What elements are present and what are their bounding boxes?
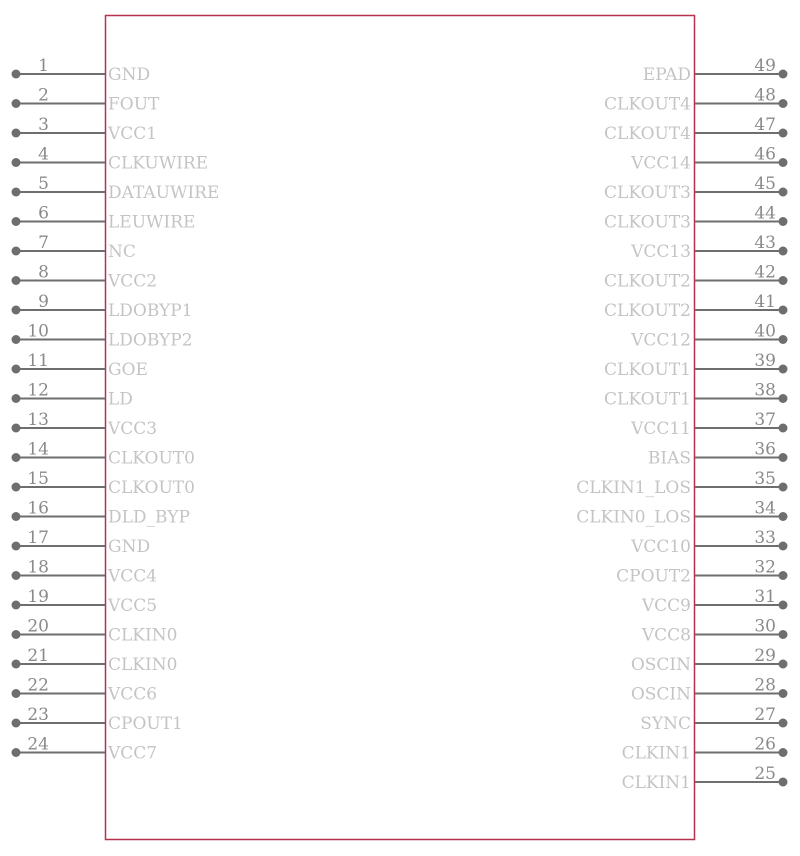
pin-number: 47 <box>754 115 776 135</box>
pin-19 <box>12 587 158 616</box>
pin-27 <box>640 705 787 734</box>
pin-32 <box>616 558 787 587</box>
pin-name: VCC14 <box>631 153 691 174</box>
pin-6 <box>12 204 196 233</box>
pin-name: CLKIN1 <box>621 773 691 793</box>
pin-number: 15 <box>27 469 49 489</box>
pin-20 <box>12 617 178 646</box>
pin-49 <box>643 56 788 85</box>
pin-name: CLKIN0 <box>108 655 178 675</box>
pin-name: CLKOUT3 <box>604 183 691 203</box>
pin-number: 33 <box>754 528 776 548</box>
pin-name: LEUWIRE <box>108 212 196 233</box>
pin-18 <box>12 558 158 587</box>
pin-name: SYNC <box>640 714 691 734</box>
pin-name: OSCIN <box>630 684 691 705</box>
pin-endpoint-dot <box>12 719 21 728</box>
pin-endpoint-dot <box>779 483 788 492</box>
pin-endpoint-dot <box>779 453 788 462</box>
pin-number: 1 <box>38 56 49 76</box>
pin-name: VCC13 <box>631 242 691 262</box>
pin-9 <box>12 292 193 321</box>
pin-42 <box>604 263 787 292</box>
pin-name: VCC10 <box>631 537 691 557</box>
pin-name: CLKIN1 <box>621 743 691 764</box>
pin-48 <box>604 86 787 115</box>
pin-number: 37 <box>754 410 776 430</box>
pin-24 <box>12 735 158 764</box>
pin-number: 12 <box>27 380 49 401</box>
pin-10 <box>12 322 193 351</box>
pin-name: VCC1 <box>108 124 158 144</box>
pin-5 <box>12 174 220 203</box>
pin-number: 42 <box>754 262 776 283</box>
pin-name: VCC5 <box>108 596 158 616</box>
pin-endpoint-dot <box>12 512 21 521</box>
right-pin-group <box>576 56 787 793</box>
pin-number: 43 <box>754 233 776 253</box>
pin-number: 34 <box>754 498 776 519</box>
pin-1 <box>12 56 151 85</box>
pin-name: CLKUWIRE <box>108 153 209 174</box>
pin-26 <box>622 735 788 764</box>
pin-35 <box>576 469 787 498</box>
pin-number: 19 <box>27 587 49 607</box>
pin-number: 3 <box>38 115 49 135</box>
pin-name: CLKOUT1 <box>604 360 691 380</box>
pin-endpoint-dot <box>12 483 21 492</box>
pin-endpoint-dot <box>779 365 788 374</box>
pin-name: DLD_BYP <box>108 507 190 528</box>
pin-7 <box>12 233 136 262</box>
pin-14 <box>12 440 195 469</box>
pin-name: CLKOUT2 <box>604 301 691 321</box>
pin-number: 17 <box>27 528 49 548</box>
pin-endpoint-dot <box>12 158 21 167</box>
pin-8 <box>12 263 158 292</box>
pin-endpoint-dot <box>12 689 21 698</box>
pin-15 <box>12 469 195 498</box>
pin-name: VCC3 <box>108 419 158 439</box>
pin-endpoint-dot <box>779 158 788 167</box>
pin-endpoint-dot <box>12 365 21 374</box>
pin-name: CLKOUT2 <box>604 271 691 292</box>
pin-endpoint-dot <box>779 601 788 610</box>
pin-38 <box>604 381 787 410</box>
pin-number: 24 <box>27 734 49 755</box>
pin-name: GOE <box>108 360 148 380</box>
pin-name: VCC4 <box>108 566 158 587</box>
pin-43 <box>630 233 787 262</box>
pin-45 <box>604 174 787 203</box>
pin-number: 11 <box>27 351 49 371</box>
pin-name: LDOBYP1 <box>108 301 193 321</box>
pin-endpoint-dot <box>779 424 788 433</box>
pin-name: GND <box>108 65 151 85</box>
pin-endpoint-dot <box>779 778 788 787</box>
pin-number: 27 <box>754 705 776 725</box>
pin-36 <box>648 440 788 469</box>
pin-4 <box>12 145 209 174</box>
pin-endpoint-dot <box>779 99 788 108</box>
pin-endpoint-dot <box>12 630 21 639</box>
pin-number: 36 <box>754 439 776 460</box>
pin-25 <box>622 764 788 793</box>
pin-name: NC <box>108 242 136 262</box>
pin-name: VCC7 <box>108 743 158 764</box>
pin-name: VCC11 <box>631 419 691 439</box>
pin-23 <box>12 705 183 734</box>
pin-16 <box>12 499 190 528</box>
pin-number: 16 <box>27 498 49 519</box>
pin-name: LDOBYP2 <box>108 330 193 351</box>
pin-endpoint-dot <box>12 660 21 669</box>
pin-name: FOUT <box>108 94 160 115</box>
pin-28 <box>631 676 788 705</box>
pin-number: 28 <box>754 675 776 696</box>
pin-number: 21 <box>27 646 49 666</box>
pin-name: CPOUT2 <box>616 566 691 587</box>
pin-name: CLKOUT0 <box>108 478 195 498</box>
pin-33 <box>630 528 787 557</box>
pin-name: GND <box>108 537 151 557</box>
pin-number: 41 <box>754 292 776 312</box>
pin-number: 6 <box>38 203 49 224</box>
pin-endpoint-dot <box>12 335 21 344</box>
pin-number: 9 <box>38 292 49 312</box>
pin-2 <box>12 86 161 115</box>
pin-endpoint-dot <box>12 542 21 551</box>
pin-name: VCC6 <box>108 684 158 705</box>
pin-endpoint-dot <box>779 630 788 639</box>
pin-30 <box>641 617 788 646</box>
pin-number: 49 <box>754 56 776 76</box>
pin-endpoint-dot <box>779 335 788 344</box>
pin-endpoint-dot <box>12 129 21 138</box>
pin-46 <box>630 145 787 174</box>
pin-endpoint-dot <box>779 306 788 315</box>
pin-13 <box>12 410 158 439</box>
pin-number: 40 <box>754 321 776 342</box>
pin-endpoint-dot <box>12 70 21 79</box>
pin-number: 44 <box>754 203 776 224</box>
pin-name: BIAS <box>647 448 691 469</box>
pin-endpoint-dot <box>12 306 21 315</box>
pin-number: 2 <box>38 85 49 106</box>
pin-endpoint-dot <box>779 70 788 79</box>
pin-name: OSCIN <box>630 655 691 675</box>
pin-name: VCC12 <box>631 330 691 351</box>
pin-number: 26 <box>754 734 776 755</box>
pin-name: CLKIN1_LOS <box>576 478 691 498</box>
pin-name: CLKOUT4 <box>604 124 691 144</box>
pin-number: 4 <box>38 144 49 165</box>
pin-endpoint-dot <box>12 571 21 580</box>
pin-endpoint-dot <box>12 247 21 256</box>
pin-number: 10 <box>27 321 49 342</box>
pin-number: 22 <box>27 675 49 696</box>
pin-endpoint-dot <box>779 276 788 285</box>
pin-endpoint-dot <box>12 217 21 226</box>
pin-endpoint-dot <box>12 188 21 197</box>
pin-34 <box>576 499 787 528</box>
pin-29 <box>631 646 788 675</box>
pin-12 <box>12 381 133 410</box>
pin-22 <box>12 676 158 705</box>
pin-endpoint-dot <box>12 99 21 108</box>
pin-name: CLKIN0_LOS <box>576 507 691 528</box>
pin-endpoint-dot <box>779 542 788 551</box>
pin-endpoint-dot <box>779 217 788 226</box>
pin-name: CLKOUT1 <box>604 389 691 410</box>
pin-endpoint-dot <box>779 719 788 728</box>
pin-endpoint-dot <box>779 188 788 197</box>
pin-name: CLKOUT4 <box>604 94 691 115</box>
pin-endpoint-dot <box>779 247 788 256</box>
pin-name: LD <box>108 389 133 410</box>
pin-number: 23 <box>27 705 49 725</box>
pin-17 <box>12 528 151 557</box>
pin-endpoint-dot <box>779 748 788 757</box>
pin-number: 18 <box>27 557 49 578</box>
pin-number: 32 <box>754 557 776 578</box>
pin-3 <box>12 115 158 144</box>
pin-number: 14 <box>27 439 49 460</box>
pin-number: 48 <box>754 85 776 106</box>
pin-endpoint-dot <box>12 424 21 433</box>
pin-name: CPOUT1 <box>108 714 183 734</box>
pin-number: 25 <box>754 764 776 784</box>
pin-endpoint-dot <box>779 660 788 669</box>
pin-number: 45 <box>754 174 776 194</box>
pin-endpoint-dot <box>779 689 788 698</box>
pin-21 <box>12 646 178 675</box>
pin-endpoint-dot <box>12 601 21 610</box>
pin-name: VCC9 <box>641 596 691 616</box>
pin-endpoint-dot <box>779 129 788 138</box>
pin-number: 7 <box>38 233 49 253</box>
pin-endpoint-dot <box>779 512 788 521</box>
pin-47 <box>604 115 787 144</box>
pin-endpoint-dot <box>12 453 21 462</box>
pin-number: 46 <box>754 144 776 165</box>
pin-number: 29 <box>754 646 776 666</box>
pin-number: 35 <box>754 469 776 489</box>
pin-number: 31 <box>754 587 776 607</box>
pin-name: VCC8 <box>641 625 691 646</box>
pin-name: DATAUWIRE <box>108 183 220 203</box>
pin-44 <box>604 204 787 233</box>
pin-endpoint-dot <box>12 276 21 285</box>
pin-39 <box>604 351 787 380</box>
pin-number: 8 <box>38 262 49 283</box>
pin-number: 39 <box>754 351 776 371</box>
pin-name: VCC2 <box>108 271 158 292</box>
pin-endpoint-dot <box>779 571 788 580</box>
pin-endpoint-dot <box>779 394 788 403</box>
pin-37 <box>630 410 787 439</box>
pin-number: 38 <box>754 380 776 401</box>
pin-number: 5 <box>38 174 49 194</box>
left-pin-group <box>12 56 220 764</box>
pin-41 <box>604 292 787 321</box>
pin-name: EPAD <box>642 65 691 85</box>
pin-number: 20 <box>27 616 49 637</box>
pin-endpoint-dot <box>12 394 21 403</box>
pin-number: 30 <box>754 616 776 637</box>
pin-endpoint-dot <box>12 748 21 757</box>
pin-name: CLKOUT3 <box>604 212 691 233</box>
pin-31 <box>641 587 788 616</box>
pin-number: 13 <box>27 410 49 430</box>
pin-name: CLKOUT0 <box>108 448 195 469</box>
pin-11 <box>12 351 148 380</box>
pin-name: CLKIN0 <box>108 625 178 646</box>
pin-40 <box>630 322 787 351</box>
